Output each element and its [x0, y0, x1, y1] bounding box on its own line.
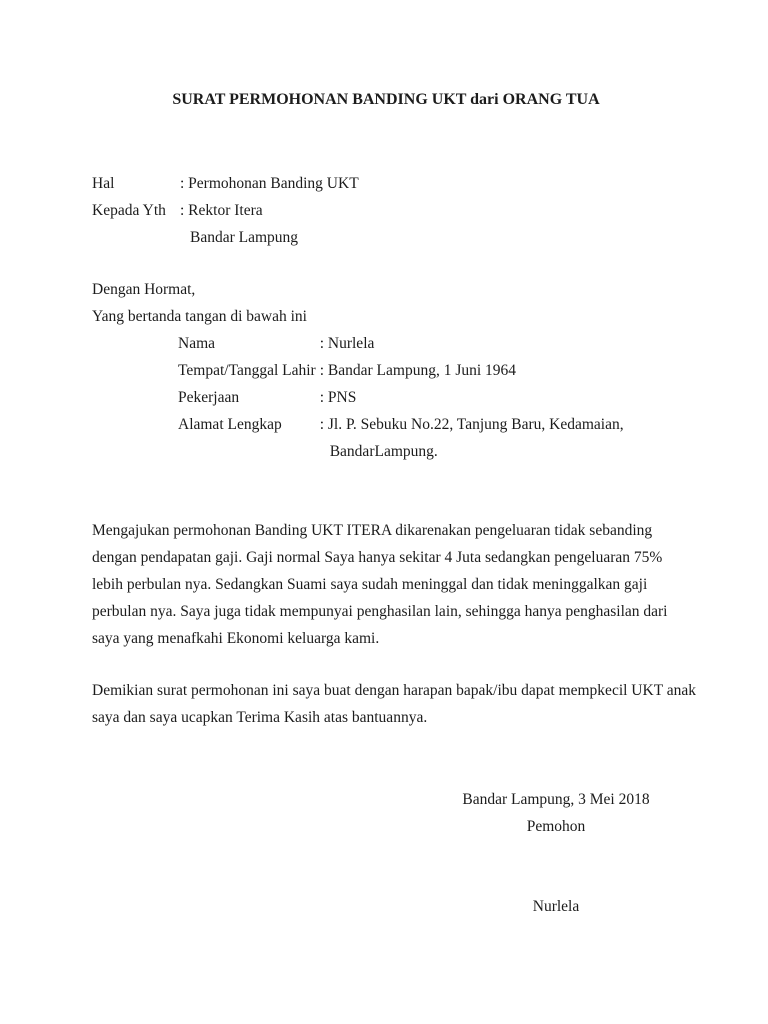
detail-value-ttl: : Bandar Lampung, 1 Juni 1964 [319, 362, 517, 379]
detail-row-nama [178, 330, 624, 357]
signatory-name: Nurlela [532, 898, 580, 915]
detail-value-pekerjaan: : PNS [319, 389, 357, 406]
detail-label-ttl: Tempat/Tanggal Lahir [178, 362, 316, 379]
meta-label-empty [92, 224, 180, 251]
meta-label-kepada-yth: Kepada Yth [92, 202, 166, 219]
detail-row-alamat [178, 411, 624, 438]
meta-value-hal: : Permohonan Banding UKT [180, 175, 359, 192]
detail-value-alamat-continuation: BandarLampung. [329, 443, 438, 460]
detail-label-empty [178, 438, 320, 465]
meta-value-kepada-yth: : Rektor Itera [180, 202, 263, 219]
body-paragraph-1 [92, 517, 680, 652]
signatory-role: Pemohon [526, 818, 586, 835]
meta-label-hal: Hal [92, 175, 115, 192]
paragraph-line: Mengajukan permohonan Banding UKT ITERA dikarenakan pengeluaran tidak sebanding [92, 522, 653, 539]
paragraph-line: lebih perbulan nya. Sedangkan Suami saya sudah meninggal dan tidak meninggalkan gaji [92, 576, 648, 593]
detail-value-nama: : Nurlela [319, 335, 375, 352]
detail-label-nama: Nama [178, 335, 216, 352]
meta-row-hal [92, 170, 359, 197]
document-title: SURAT PERMOHONAN BANDING UKT dari ORANG TUA [172, 91, 600, 108]
detail-row-ttl [178, 357, 624, 384]
paragraph-line: saya dan saya ucapkan Terima Kasih atas bantuannya. [92, 709, 428, 726]
meta-row-kepada-yth [92, 197, 359, 224]
detail-label-alamat: Alamat Lengkap [178, 416, 282, 433]
salutation-block [92, 276, 680, 330]
body-paragraph-2 [92, 677, 697, 731]
detail-row-pekerjaan [178, 384, 624, 411]
salutation-intro: Yang bertanda tangan di bawah ini [92, 308, 307, 325]
closing-place-date: Bandar Lampung, 3 Mei 2018 [462, 791, 650, 808]
detail-value-alamat: : Jl. P. Sebuku No.22, Tanjung Baru, Kedamaian, [319, 416, 624, 433]
salutation-greeting: Dengan Hormat, [92, 281, 196, 298]
detail-row-alamat-continuation [178, 438, 624, 465]
paragraph-line: saya yang menafkahi Ekonomi keluarga kami. [92, 630, 380, 647]
paragraph-line: perbulan nya. Saya juga tidak mempunyai penghasilan lain, sehingga hanya penghasilan dari [92, 603, 668, 620]
closing-signature-block [436, 786, 676, 920]
paragraph-line: dengan pendapatan gaji. Gaji normal Saya hanya sekitar 4 Juta sedangkan pengeluaran 75% [92, 549, 663, 566]
meta-value-recipient-city: Bandar Lampung [190, 229, 299, 246]
letter-header-block [92, 170, 359, 251]
applicant-details-block [178, 330, 624, 465]
detail-label-pekerjaan: Pekerjaan [178, 389, 240, 406]
meta-row-recipient-city [92, 224, 359, 251]
paragraph-line: Demikian surat permohonan ini saya buat dengan harapan bapak/ibu dapat mempkecil UKT anak [92, 682, 697, 699]
